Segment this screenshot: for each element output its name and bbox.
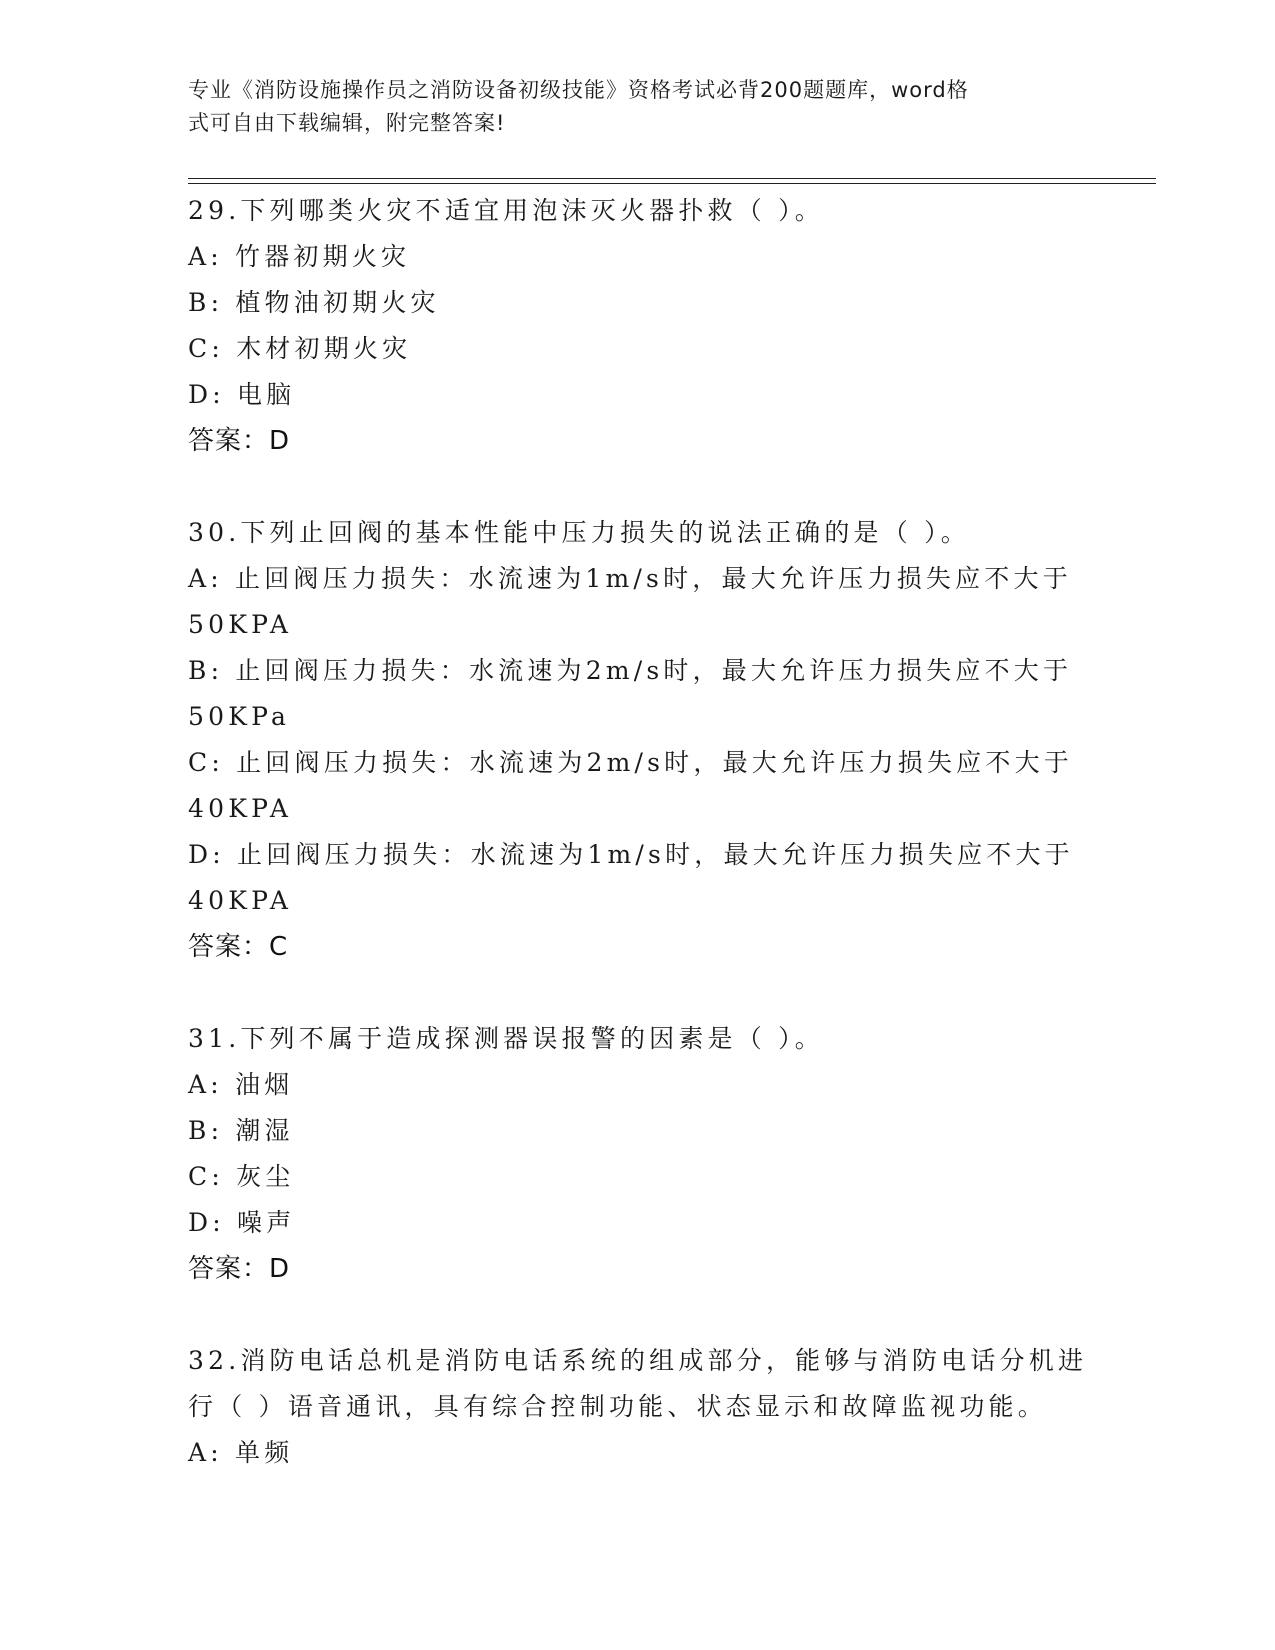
option-a: A: 单频 <box>188 1438 294 1467</box>
option-d: D: 电脑 <box>188 380 296 409</box>
question-29 <box>188 188 1088 464</box>
option-c-continued: 40KPA <box>188 794 293 823</box>
option-b: B: 潮湿 <box>188 1116 294 1145</box>
answer-label: 答案：C <box>188 932 289 962</box>
option-d: D: 噪声 <box>188 1208 296 1237</box>
header-divider-bottom <box>188 183 1156 184</box>
header-divider-top <box>188 178 1156 179</box>
question-stem: 31.下列不属于造成探测器误报警的因素是（ ）。 <box>188 1024 825 1053</box>
answer-label: 答案：D <box>188 426 291 456</box>
option-b: B: 止回阀压力损失：水流速为2m/s时，最大允许压力损失应不大于 <box>188 656 1073 685</box>
answer-label: 答案：D <box>188 1254 291 1284</box>
header-line-1: 专业《消防设施操作员之消防设备初级技能》资格考试必背200题题库，word格 <box>188 78 969 102</box>
option-a: A: 竹器初期火灾 <box>188 242 411 271</box>
question-32 <box>188 1338 1088 1476</box>
option-c: C: 止回阀压力损失：水流速为2m/s时，最大允许压力损失应不大于 <box>188 748 1073 777</box>
question-list <box>188 188 1088 1476</box>
question-stem: 29.下列哪类火灾不适宜用泡沫灭火器扑救（ ）。 <box>188 196 825 225</box>
header-line-2: 式可自由下载编辑，附完整答案! <box>188 111 506 135</box>
option-a-continued: 50KPA <box>188 610 293 639</box>
question-30 <box>188 510 1088 970</box>
option-d: D: 止回阀压力损失：水流速为1m/s时，最大允许压力损失应不大于 <box>188 840 1074 869</box>
question-stem: 32.消防电话总机是消防电话系统的组成部分，能够与消防电话分机进 <box>188 1346 1088 1375</box>
option-d-continued: 40KPA <box>188 886 293 915</box>
option-a: A: 油烟 <box>188 1070 294 1099</box>
question-31 <box>188 1016 1088 1292</box>
question-stem-continued: 行（ ）语音通讯，具有综合控制功能、状态显示和故障监视功能。 <box>188 1392 1047 1421</box>
option-c: C: 灰尘 <box>188 1162 295 1191</box>
option-b: B: 植物油初期火灾 <box>188 288 440 317</box>
document-header <box>188 74 1078 140</box>
question-stem: 30.下列止回阀的基本性能中压力损失的说法正确的是（ ）。 <box>188 518 971 547</box>
option-b-continued: 50KPa <box>188 702 291 731</box>
option-a: A: 止回阀压力损失：水流速为1m/s时，最大允许压力损失应不大于 <box>188 564 1072 593</box>
option-c: C: 木材初期火灾 <box>188 334 412 363</box>
